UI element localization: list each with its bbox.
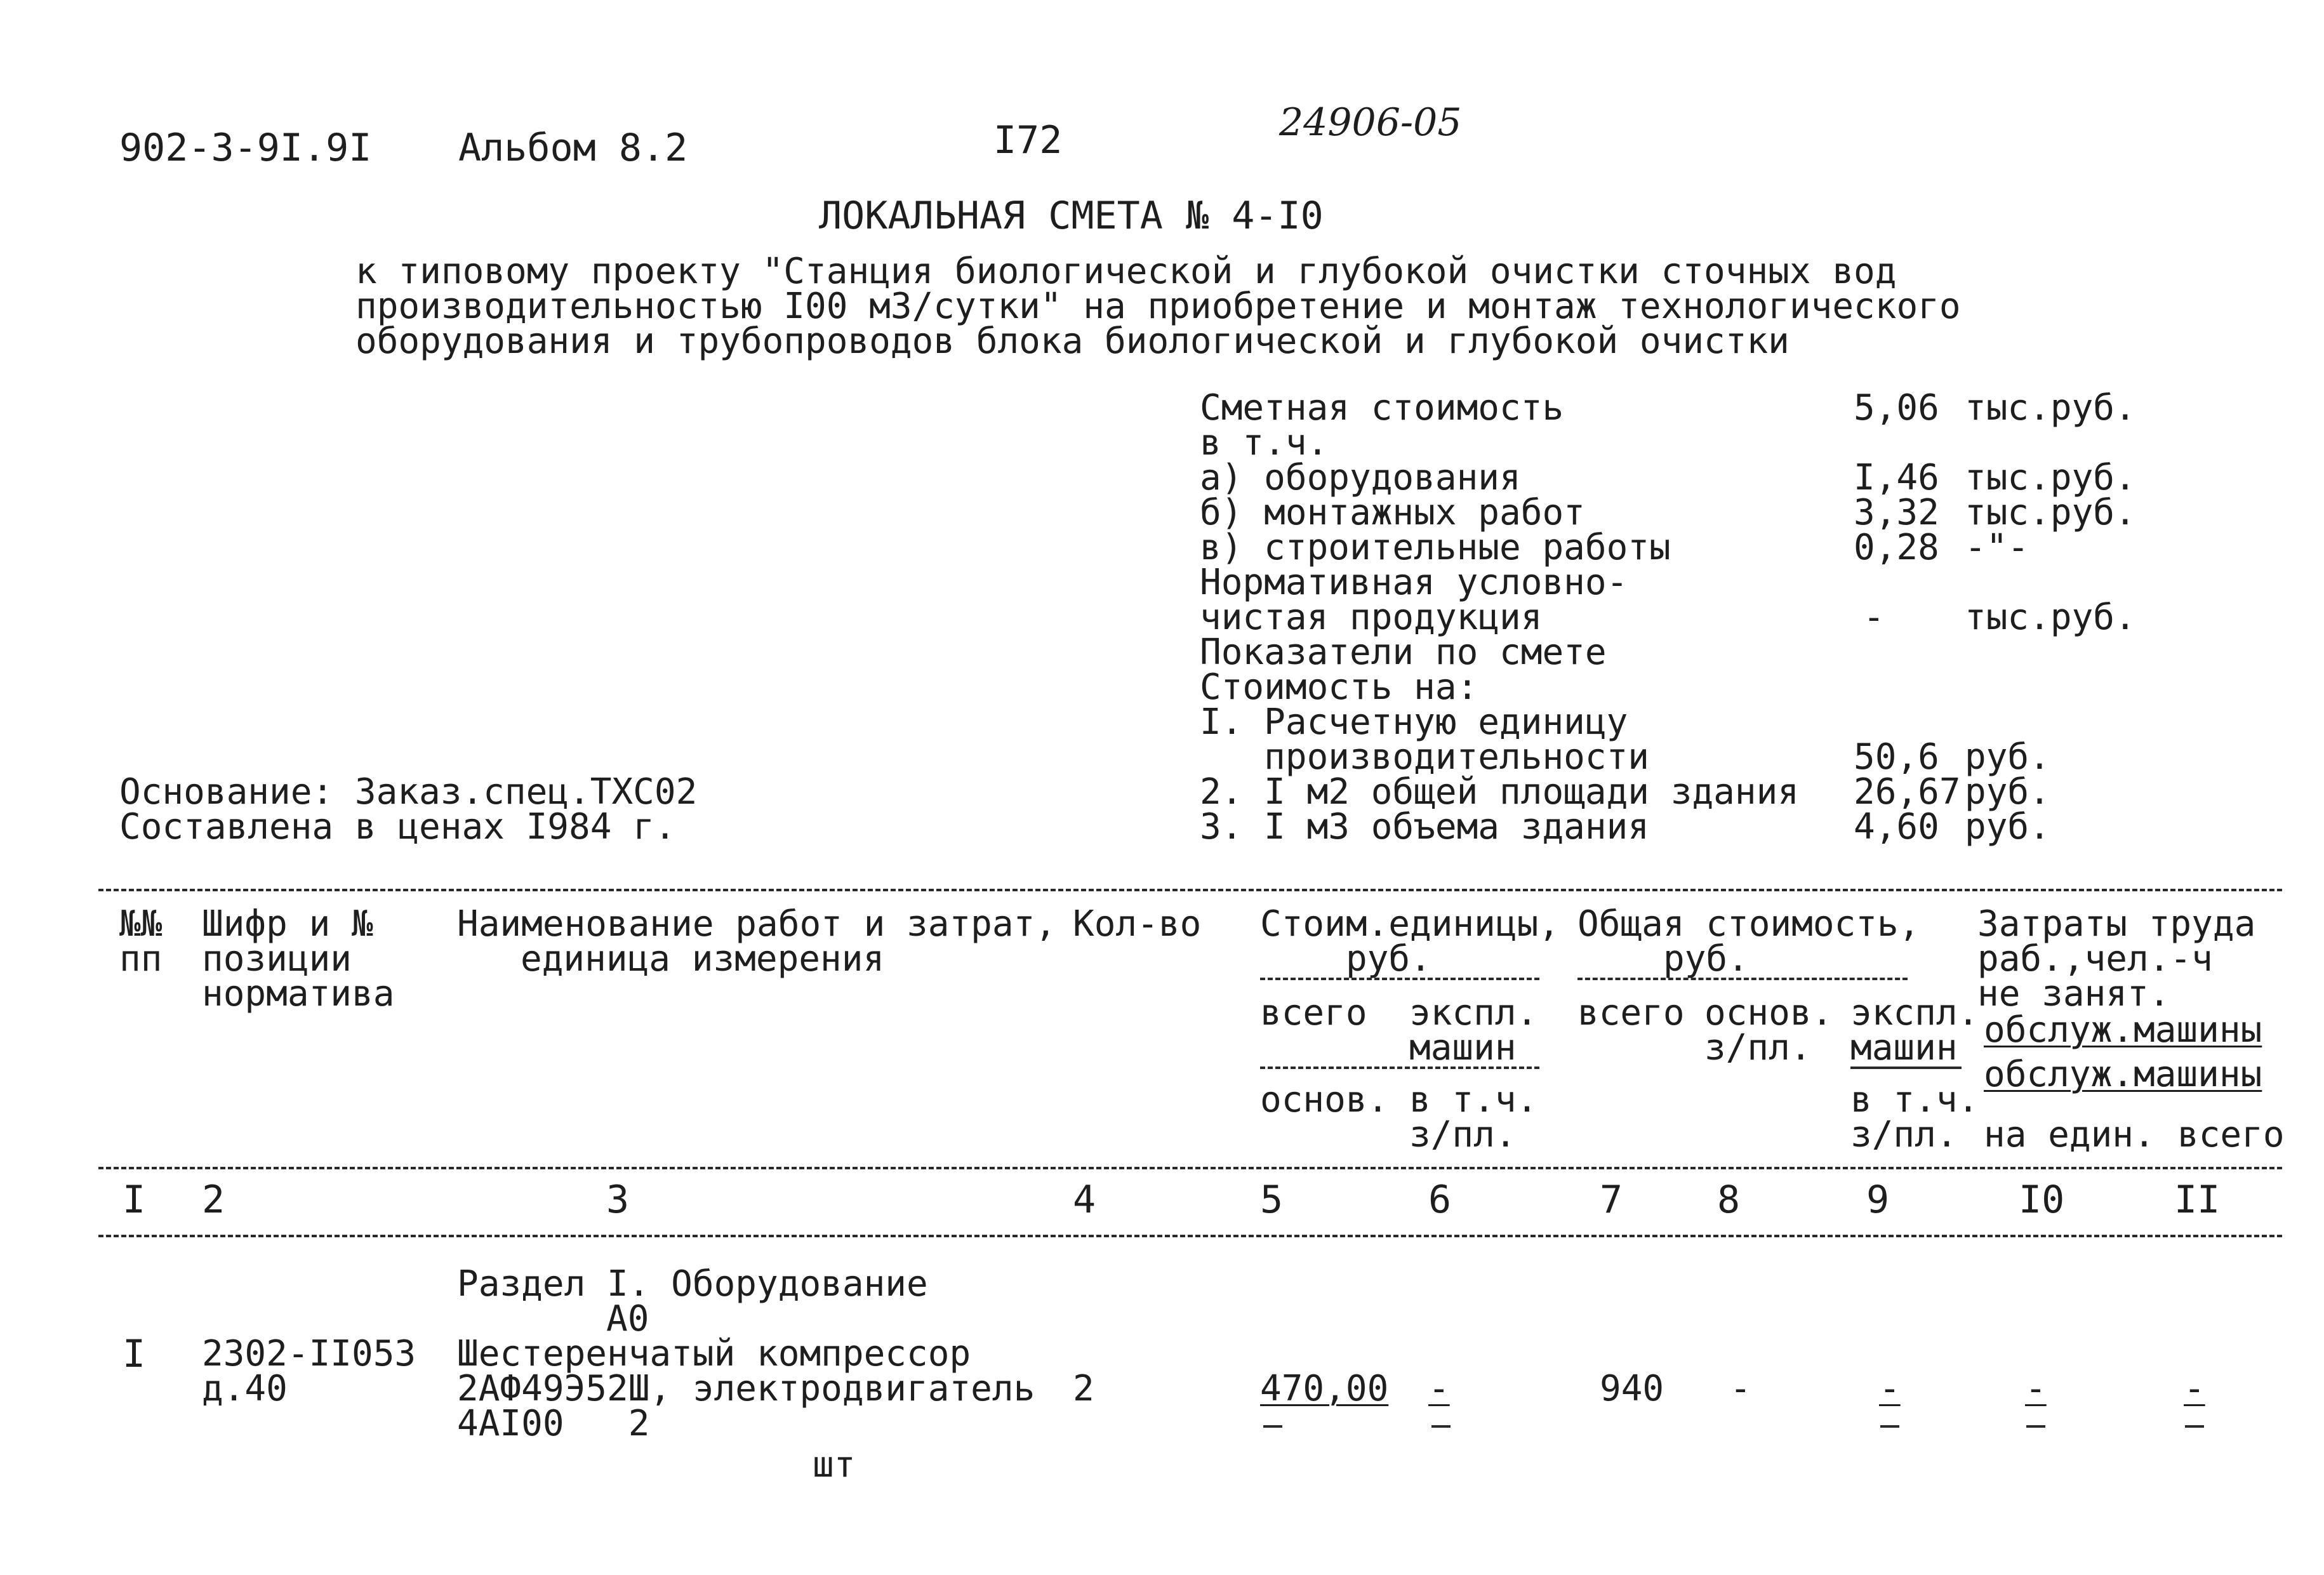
section-code: А0: [606, 1298, 649, 1339]
summary-value: -: [1863, 597, 1885, 638]
summary-label: Нормативная условно-: [1200, 562, 1628, 603]
row-labor-total: -: [2184, 1368, 2205, 1409]
row-labor-unit: -: [2025, 1368, 2047, 1409]
total-cost-osn: основ.: [1704, 992, 1833, 1033]
total-cost-expl: экспл.: [1850, 992, 1979, 1033]
col-index: 3: [606, 1178, 630, 1222]
summary-label: Стоимость на:: [1200, 667, 1478, 708]
col-index: I0: [2019, 1178, 2065, 1222]
row-name: 4АI00 2: [457, 1403, 650, 1444]
labor-sub: раб.,чел.-ч: [1977, 938, 2213, 980]
summary-label: а) оборудования: [1200, 457, 1521, 498]
total-cost-rub: руб.: [1663, 938, 1749, 980]
summary-value: 50,6: [1854, 736, 1939, 778]
row-unit: шт: [813, 1444, 856, 1485]
total-cost-machines: машин: [1850, 1027, 1958, 1068]
unit-cost-rub: руб.: [1346, 938, 1431, 980]
summary-value: 0,28: [1854, 527, 1939, 568]
summary-unit: тыс.руб.: [1965, 457, 2136, 498]
row-name: Шестеренчатый компрессор: [457, 1333, 971, 1374]
labor-service-2: обслуж.машины: [1984, 1054, 2262, 1095]
summary-unit: тыс.руб.: [1965, 597, 2136, 638]
row-total-expl: -: [1879, 1368, 1901, 1409]
summary-label: чистая продукция: [1200, 597, 1543, 638]
unit-cost-total: всего: [1260, 992, 1367, 1033]
summary-label: в) строительные работы: [1200, 527, 1671, 568]
album-label: Альбом 8.2: [458, 126, 688, 170]
summary-label: 2. I м2 общей площади здания: [1200, 771, 1800, 813]
total-cost-header: Общая стоимость,: [1577, 903, 1920, 945]
labor-header: Затраты труда: [1977, 903, 2256, 945]
labor-not-busy: не занят.: [1977, 973, 2170, 1014]
total-cost-zpl2: з/пл.: [1850, 1114, 1958, 1155]
col-num-header: пп: [119, 938, 163, 980]
page-number: I72: [993, 118, 1063, 163]
handwritten-stamp: 24906-05: [1279, 100, 1462, 145]
project-code: 902-3-9I.9I: [119, 126, 372, 170]
col-index: 8: [1717, 1178, 1741, 1222]
document-title: ЛОКАЛЬНАЯ СМЕТА № 4-I0: [819, 194, 1324, 238]
row-unit-cost-total: 470,00: [1260, 1368, 1389, 1409]
col-code-header: позиции: [202, 938, 352, 980]
col-qty-header: Кол-во: [1073, 903, 1202, 945]
summary-unit: тыс.руб.: [1965, 492, 2136, 533]
unit-cost-expl: экспл.: [1409, 992, 1538, 1033]
summary-label: производительности: [1200, 736, 1650, 778]
total-cost-incl: в т.ч.: [1850, 1079, 1979, 1120]
row-name: 2АФ49Э52Ш, электродвигатель: [457, 1368, 1035, 1409]
basis-line-2: Составлена в ценах I984 г.: [119, 806, 676, 847]
col-index: I: [123, 1178, 146, 1222]
row-code: 2302-II053: [202, 1333, 416, 1374]
header-bottom-rule: [98, 1167, 2282, 1169]
summary-label: б) монтажных работ: [1200, 492, 1585, 533]
summary-unit: -"-: [1965, 527, 2029, 568]
summary-unit: руб.: [1965, 736, 2050, 778]
col-index: 5: [1260, 1178, 1284, 1222]
unit-cost-machines: машин: [1409, 1027, 1517, 1068]
summary-value: 4,60: [1854, 806, 1939, 847]
summary-label: Сметная стоимость: [1200, 387, 1564, 429]
col-index: 6: [1428, 1178, 1452, 1222]
unit-cost-zpl: з/пл.: [1409, 1114, 1517, 1155]
total-cost-machines-rule: [1850, 1067, 1962, 1069]
summary-label: в т.ч.: [1200, 422, 1329, 463]
col-name-header: единица измерения: [521, 938, 885, 980]
row-labor-total-dash: [2185, 1425, 2204, 1428]
summary-label: Показатели по смете: [1200, 632, 1607, 673]
labor-per-unit: на един.: [1984, 1114, 2155, 1155]
col-name-header: Наименование работ и затрат,: [457, 903, 1057, 945]
labor-service-1: обслуж.машины: [1984, 1009, 2262, 1051]
row-unit-cost-expl: -: [1428, 1368, 1450, 1409]
total-cost-total: всего: [1577, 992, 1685, 1033]
row-total-zpl-dash: [1880, 1425, 1899, 1428]
summary-value: 5,06: [1854, 387, 1939, 429]
subtitle-line-2: производительностью I00 м3/сутки" на приобретение и монтаж технологического: [355, 286, 1961, 327]
unit-cost-osn: основ.: [1260, 1079, 1389, 1120]
row-unit-cost-zpl-dash: [1431, 1425, 1451, 1428]
col-index: 2: [202, 1178, 225, 1222]
row-qty: 2: [1073, 1368, 1094, 1409]
total-cost-rule: [1577, 978, 1908, 980]
subtitle-line-1: к типовому проекту "Станция биологической и глубокой очистки сточных вод: [355, 251, 1897, 292]
unit-cost-header: Стоим.единицы,: [1260, 903, 1560, 945]
row-unit-cost-osn-dash: [1263, 1425, 1282, 1428]
col-num-header: №№: [119, 903, 163, 945]
col-code-header: норматива: [202, 973, 395, 1014]
summary-value: 3,32: [1854, 492, 1939, 533]
summary-value: I,46: [1854, 457, 1939, 498]
table-top-rule: [98, 889, 2282, 891]
col-index: 9: [1866, 1178, 1890, 1222]
basis-line-1: Основание: Заказ.спец.ТХС02: [119, 771, 698, 813]
row-code: д.40: [202, 1368, 288, 1409]
summary-unit: тыс.руб.: [1965, 387, 2136, 429]
total-cost-zpl: з/пл.: [1704, 1027, 1812, 1068]
summary-label: 3. I м3 объема здания: [1200, 806, 1650, 847]
subtitle-line-3: оборудования и трубопроводов блока биологической и глубокой очистки: [355, 321, 1789, 362]
col-index: 7: [1600, 1178, 1623, 1222]
section-title: Раздел I. Оборудование: [457, 1263, 928, 1305]
row-labor-unit-dash: [2026, 1425, 2045, 1428]
col-index: II: [2174, 1178, 2221, 1222]
column-numbers-bottom-rule: [98, 1235, 2282, 1237]
row-num: I: [123, 1332, 146, 1376]
unit-cost-incl: в т.ч.: [1409, 1079, 1538, 1120]
row-total-osn: -: [1730, 1368, 1751, 1409]
summary-label: I. Расчетную единицу: [1200, 701, 1628, 743]
labor-total: всего: [2177, 1114, 2285, 1155]
col-code-header: Шифр и №: [202, 903, 373, 945]
unit-cost-subrule: [1260, 1067, 1539, 1069]
unit-cost-rule: [1260, 978, 1539, 980]
summary-value: 26,67: [1854, 771, 1961, 813]
col-index: 4: [1073, 1178, 1096, 1222]
summary-unit: руб.: [1965, 771, 2050, 813]
row-total-cost: 940: [1600, 1368, 1664, 1409]
summary-unit: руб.: [1965, 806, 2050, 847]
